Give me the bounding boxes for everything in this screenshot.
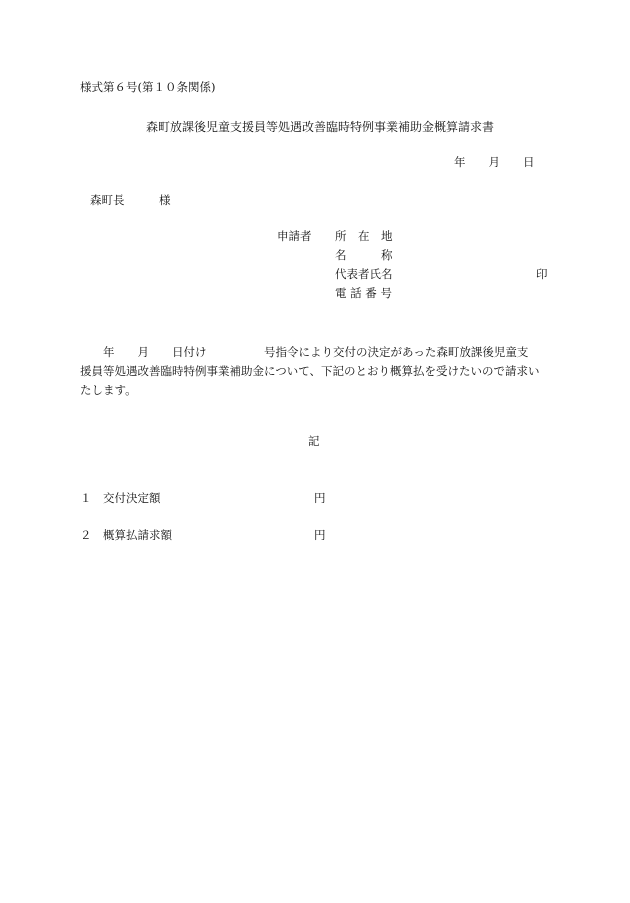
body-line: 年 月 日付け 号指令により交付の決定があった森町放課後児童支 [80,345,529,359]
item-request-amount-label: ２ 概算払請求額 [80,528,172,542]
date-line: 年 月 日 [454,155,535,169]
addressee: 森町長 様 [90,193,171,207]
item-decided-amount-unit: 円 [314,491,326,505]
item-decided-amount-label: １ 交付決定額 [80,491,161,505]
form-number: 様式第６号(第１０条関係) [80,80,216,94]
body-line: 援員等処遇改善臨時特例事業補助金について、下記のとおり概算払を受けたいので請求い [80,364,540,378]
representative-field-label: 代表者氏名 [335,267,393,281]
name-field-label: 名 称 [335,248,393,262]
document-title: 森町放課後児童支援員等処遇改善臨時特例事業補助金概算請求書 [146,120,495,134]
seal-mark: 印 [536,267,548,281]
body-paragraph [80,343,550,400]
item-request-amount-unit: 円 [314,528,326,542]
phone-field-label: 電 話 番 号 [335,286,392,300]
body-line: たします。 [80,383,137,397]
ki-heading: 記 [308,434,320,448]
address-field-label: 所 在 地 [335,229,393,243]
applicant-label: 申請者 [277,229,312,243]
